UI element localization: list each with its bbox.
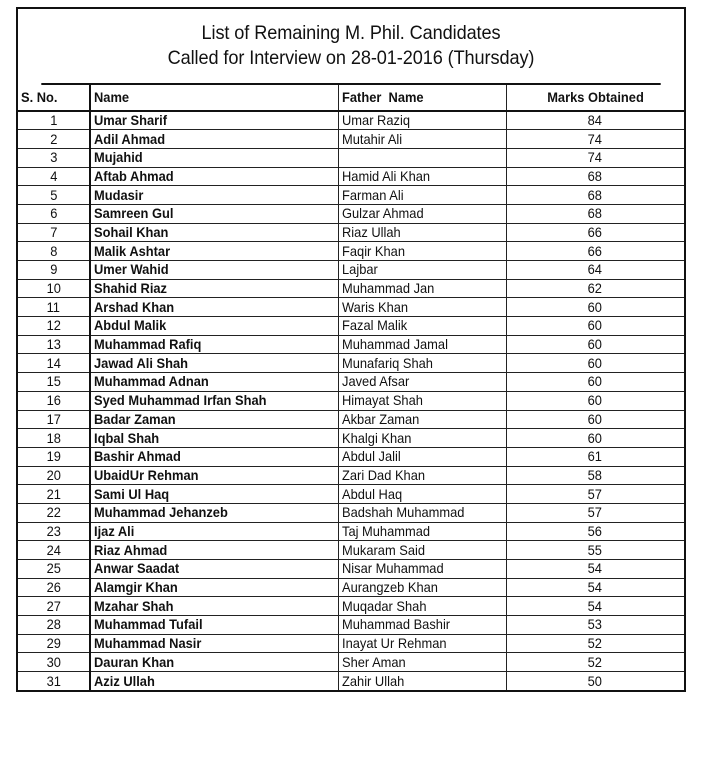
cell-father-name [338, 541, 506, 560]
header-marks-label: Marks Obtained [546, 89, 644, 105]
cell-name-text: Riaz Ahmad [94, 541, 168, 558]
cell-name [90, 485, 338, 504]
table-row [18, 242, 684, 261]
cell-marks-text: 60 [588, 392, 603, 409]
cell-marks-text: 66 [588, 242, 603, 259]
cell-marks [506, 429, 684, 448]
cell-father-name-text: Mutahir Ali [341, 130, 402, 147]
cell-father-name [338, 373, 506, 392]
cell-name [90, 597, 338, 616]
cell-sno [18, 634, 90, 653]
cell-sno-text: 18 [46, 429, 61, 446]
cell-father-name [338, 223, 506, 242]
cell-sno-text: 31 [46, 672, 61, 689]
cell-sno [18, 597, 90, 616]
cell-name-text: Ijaz Ali [94, 522, 135, 539]
cell-marks [506, 522, 684, 541]
cell-father-name [338, 410, 506, 429]
cell-sno [18, 354, 90, 373]
cell-marks-text: 68 [588, 186, 603, 203]
cell-name-text: Samreen Gul [94, 205, 174, 222]
cell-father-name-text: Mukaram Said [341, 541, 425, 558]
cell-sno [18, 204, 90, 223]
header-name-label: Name [94, 89, 130, 105]
cell-marks [506, 447, 684, 466]
table-row [18, 223, 684, 242]
cell-sno [18, 279, 90, 298]
cell-sno [18, 130, 90, 149]
cell-name-text: Adil Ahmad [94, 130, 166, 147]
cell-father-name-text: Akbar Zaman [341, 410, 419, 427]
table-row [18, 391, 684, 410]
cell-sno-text: 10 [46, 280, 61, 297]
table-row [18, 653, 684, 672]
cell-marks-text: 58 [588, 466, 603, 483]
cell-marks [506, 111, 684, 130]
cell-marks-text: 60 [588, 298, 603, 315]
table-row [18, 335, 684, 354]
cell-name-text: Arshad Khan [94, 298, 175, 315]
cell-sno-text: 4 [49, 167, 58, 184]
cell-father-name-text: Farman Ali [341, 186, 404, 203]
cell-sno [18, 560, 90, 579]
header-father-name-label: Father Name [341, 89, 424, 105]
cell-marks [506, 186, 684, 205]
cell-sno-text: 21 [46, 485, 61, 502]
cell-marks-text: 56 [588, 522, 603, 539]
table-row [18, 298, 684, 317]
cell-father-name [338, 653, 506, 672]
cell-marks-text: 54 [588, 597, 603, 614]
table-row [18, 354, 684, 373]
table-row [18, 279, 684, 298]
table-row [18, 204, 684, 223]
cell-sno-text: 12 [46, 317, 61, 334]
cell-name [90, 410, 338, 429]
cell-name-text: Mzahar Shah [94, 597, 174, 614]
cell-name [90, 373, 338, 392]
cell-sno [18, 616, 90, 635]
cell-name [90, 223, 338, 242]
cell-father-name-text: Javed Afsar [341, 373, 409, 390]
cell-father-name-text: Nisar Muhammad [341, 560, 444, 577]
cell-marks-text: 66 [588, 223, 603, 240]
cell-marks-text: 52 [588, 635, 603, 652]
cell-marks [506, 204, 684, 223]
cell-father-name [338, 186, 506, 205]
cell-father-name [338, 298, 506, 317]
table-row [18, 485, 684, 504]
cell-name-text: Alamgir Khan [94, 579, 178, 596]
cell-marks [506, 541, 684, 560]
cell-father-name [338, 560, 506, 579]
cell-sno-text: 17 [46, 410, 61, 427]
cell-father-name-text: Fazal Malik [341, 317, 407, 334]
cell-marks [506, 391, 684, 410]
table-row [18, 186, 684, 205]
cell-marks-text: 60 [588, 429, 603, 446]
cell-father-name [338, 672, 506, 691]
cell-sno [18, 111, 90, 130]
cell-father-name [338, 634, 506, 653]
cell-sno [18, 503, 90, 522]
cell-father-name-text: Zahir Ullah [341, 672, 404, 689]
cell-name-text: Shahid Riaz [94, 280, 168, 297]
cell-marks [506, 503, 684, 522]
cell-father-name-text: Sher Aman [341, 653, 406, 670]
cell-marks [506, 279, 684, 298]
cell-name [90, 466, 338, 485]
cell-sno [18, 653, 90, 672]
cell-father-name [338, 242, 506, 261]
cell-father-name-text: Himayat Shah [341, 392, 423, 409]
cell-sno-text: 20 [46, 466, 61, 483]
cell-father-name-text: Muhammad Bashir [341, 616, 450, 633]
cell-name-text: Mujahid [94, 149, 143, 166]
table-row [18, 466, 684, 485]
header-sno [18, 85, 90, 111]
table-row [18, 447, 684, 466]
cell-marks-text: 84 [588, 112, 603, 129]
cell-marks-text: 55 [588, 541, 603, 558]
cell-name-text: Syed Muhammad Irfan Shah [94, 392, 267, 409]
cell-sno-text: 29 [46, 635, 61, 652]
cell-father-name-text: Waris Khan [341, 298, 408, 315]
cell-name [90, 578, 338, 597]
cell-father-name-text: Inayat Ur Rehman [341, 635, 447, 652]
table-row [18, 148, 684, 167]
cell-name [90, 672, 338, 691]
cell-name [90, 541, 338, 560]
table-row [18, 111, 684, 130]
header-name [90, 85, 338, 111]
cell-name-text: Umer Wahid [94, 261, 169, 278]
cell-sno [18, 429, 90, 448]
cell-sno [18, 298, 90, 317]
cell-sno [18, 672, 90, 691]
cell-sno-text: 30 [46, 653, 61, 670]
cell-father-name-text: Badshah Muhammad [341, 504, 464, 521]
cell-name [90, 429, 338, 448]
cell-marks [506, 317, 684, 336]
cell-name [90, 298, 338, 317]
cell-name-text: UbaidUr Rehman [94, 466, 199, 483]
cell-marks-text: 54 [588, 560, 603, 577]
cell-sno-text: 22 [46, 504, 61, 521]
cell-father-name [338, 485, 506, 504]
cell-marks-text: 74 [588, 130, 603, 147]
cell-sno [18, 391, 90, 410]
cell-marks-text: 61 [588, 448, 603, 465]
cell-father-name-text: Riaz Ullah [341, 223, 401, 240]
cell-father-name-text: Zari Dad Khan [341, 466, 425, 483]
cell-sno [18, 335, 90, 354]
cell-sno [18, 242, 90, 261]
cell-sno [18, 447, 90, 466]
cell-name-text: Muhammad Tufail [94, 616, 203, 633]
cell-name-text: Sami Ul Haq [94, 485, 170, 502]
cell-sno [18, 485, 90, 504]
table-row [18, 616, 684, 635]
cell-marks [506, 148, 684, 167]
cell-sno [18, 261, 90, 280]
cell-name-text: Sohail Khan [94, 223, 169, 240]
cell-father-name [338, 167, 506, 186]
cell-sno-text: 14 [46, 354, 61, 371]
cell-name-text: Mudasir [94, 186, 144, 203]
title-line-2: Called for Interview on 28-01-2016 (Thursday) [167, 47, 535, 69]
cell-marks [506, 578, 684, 597]
cell-father-name-text: Aurangzeb Khan [341, 579, 438, 596]
cell-marks-text: 74 [588, 149, 603, 166]
cell-father-name [338, 466, 506, 485]
cell-marks [506, 373, 684, 392]
cell-name-text: Jawad Ali Shah [94, 354, 189, 371]
cell-marks-text: 53 [588, 616, 603, 633]
cell-sno [18, 167, 90, 186]
cell-marks [506, 223, 684, 242]
cell-name [90, 148, 338, 167]
cell-marks [506, 466, 684, 485]
table-row [18, 560, 684, 579]
cell-father-name-text: Lajbar [341, 261, 378, 278]
cell-father-name-text: Khalgi Khan [341, 429, 411, 446]
header-marks [506, 85, 684, 111]
cell-father-name [338, 204, 506, 223]
cell-name-text: Muhammad Rafiq [94, 336, 202, 353]
table-row [18, 410, 684, 429]
table-row [18, 672, 684, 691]
cell-marks [506, 634, 684, 653]
cell-marks-text: 60 [588, 354, 603, 371]
cell-name-text: Anwar Saadat [94, 560, 180, 577]
cell-sno-text: 3 [49, 149, 58, 166]
cell-name-text: Bashir Ahmad [94, 448, 181, 465]
cell-marks [506, 597, 684, 616]
cell-marks-text: 57 [588, 485, 603, 502]
cell-father-name-text: Abdul Jalil [341, 448, 401, 465]
header-father-name [338, 85, 506, 111]
cell-father-name [338, 597, 506, 616]
cell-marks-text: 57 [588, 504, 603, 521]
cell-sno-text: 7 [49, 223, 58, 240]
cell-father-name [338, 447, 506, 466]
table-row [18, 578, 684, 597]
cell-father-name [338, 335, 506, 354]
cell-father-name [338, 503, 506, 522]
cell-name [90, 261, 338, 280]
cell-sno [18, 541, 90, 560]
cell-father-name-text: Faqir Khan [341, 242, 405, 259]
cell-marks-text: 62 [588, 280, 603, 297]
cell-marks-text: 64 [588, 261, 603, 278]
cell-sno-text: 23 [46, 522, 61, 539]
cell-father-name-text: Muhammad Jan [341, 280, 434, 297]
cell-father-name [338, 148, 506, 167]
cell-name [90, 616, 338, 635]
cell-name [90, 522, 338, 541]
cell-marks-text: 60 [588, 317, 603, 334]
cell-father-name [338, 429, 506, 448]
cell-sno-text: 28 [46, 616, 61, 633]
table-row [18, 597, 684, 616]
cell-father-name [338, 317, 506, 336]
cell-name-text: Aftab Ahmad [94, 167, 174, 184]
cell-marks [506, 410, 684, 429]
cell-sno-text: 2 [49, 130, 58, 147]
cell-name [90, 354, 338, 373]
cell-marks-text: 60 [588, 336, 603, 353]
cell-father-name-text: Muhammad Jamal [341, 336, 448, 353]
cell-sno-text: 13 [46, 336, 61, 353]
cell-name [90, 167, 338, 186]
table-body [18, 111, 684, 690]
cell-father-name [338, 261, 506, 280]
table-row [18, 317, 684, 336]
cell-name [90, 186, 338, 205]
cell-father-name [338, 522, 506, 541]
cell-name-text: Badar Zaman [94, 410, 176, 427]
cell-marks [506, 335, 684, 354]
cell-sno-text: 11 [46, 298, 61, 315]
cell-name-text: Muhammad Nasir [94, 635, 202, 652]
table-row [18, 261, 684, 280]
cell-sno-text: 16 [46, 392, 61, 409]
cell-name-text: Iqbal Shah [94, 429, 160, 446]
cell-sno [18, 317, 90, 336]
cell-father-name [338, 616, 506, 635]
cell-sno [18, 410, 90, 429]
cell-name [90, 447, 338, 466]
cell-name [90, 130, 338, 149]
cell-marks [506, 261, 684, 280]
cell-sno-text: 27 [46, 597, 61, 614]
cell-sno [18, 186, 90, 205]
cell-name-text: Muhammad Jehanzeb [94, 504, 228, 521]
cell-marks [506, 242, 684, 261]
cell-name-text: Dauran Khan [94, 653, 175, 670]
cell-marks [506, 354, 684, 373]
cell-marks-text: 60 [588, 410, 603, 427]
header-sno-label: S. No. [21, 89, 58, 105]
cell-father-name [338, 279, 506, 298]
cell-sno-text: 25 [46, 560, 61, 577]
table-header-row [18, 85, 684, 111]
cell-name [90, 503, 338, 522]
cell-sno [18, 578, 90, 597]
cell-name-text: Abdul Malik [94, 317, 167, 334]
table-row [18, 634, 684, 653]
cell-marks [506, 672, 684, 691]
cell-marks-text: 60 [588, 373, 603, 390]
table-row [18, 373, 684, 392]
cell-name-text: Aziz Ullah [94, 672, 155, 689]
cell-name [90, 279, 338, 298]
cell-name-text: Muhammad Adnan [94, 373, 209, 390]
cell-sno-text: 15 [46, 373, 61, 390]
cell-father-name-text: Taj Muhammad [341, 522, 430, 539]
cell-marks [506, 653, 684, 672]
cell-name-text: Umar Sharif [94, 112, 168, 129]
cell-father-name [338, 391, 506, 410]
cell-marks [506, 130, 684, 149]
table-row [18, 541, 684, 560]
table-row [18, 503, 684, 522]
cell-marks-text: 68 [588, 167, 603, 184]
cell-sno-text: 19 [46, 448, 61, 465]
cell-marks-text: 52 [588, 653, 603, 670]
cell-name [90, 653, 338, 672]
cell-name-text: Malik Ashtar [94, 242, 171, 259]
cell-father-name-text: Hamid Ali Khan [341, 167, 430, 184]
cell-name [90, 317, 338, 336]
document-title [41, 9, 660, 85]
cell-sno-text: 6 [49, 205, 58, 222]
cell-sno-text: 5 [49, 186, 58, 203]
cell-sno-text: 24 [46, 541, 61, 558]
cell-father-name [338, 111, 506, 130]
cell-sno-text: 1 [49, 112, 58, 129]
cell-name [90, 335, 338, 354]
cell-marks [506, 485, 684, 504]
candidate-list-sheet [16, 7, 686, 692]
candidates-table [18, 85, 684, 690]
cell-marks [506, 298, 684, 317]
table-row [18, 130, 684, 149]
cell-sno-text: 9 [49, 261, 58, 278]
cell-sno [18, 466, 90, 485]
cell-father-name [338, 354, 506, 373]
cell-marks-text: 68 [588, 205, 603, 222]
table-row [18, 167, 684, 186]
cell-sno [18, 373, 90, 392]
cell-father-name-text: Muqadar Shah [341, 597, 426, 614]
cell-marks [506, 616, 684, 635]
cell-marks [506, 167, 684, 186]
cell-sno [18, 148, 90, 167]
cell-marks [506, 560, 684, 579]
title-line-1: List of Remaining M. Phil. Candidates [201, 22, 501, 44]
cell-father-name-text: Umar Raziq [341, 112, 410, 129]
cell-father-name-text: Gulzar Ahmad [341, 205, 424, 222]
cell-marks-text: 50 [588, 672, 603, 689]
cell-sno [18, 522, 90, 541]
cell-name [90, 634, 338, 653]
cell-sno [18, 223, 90, 242]
cell-father-name-text: Abdul Haq [341, 485, 402, 502]
cell-name [90, 242, 338, 261]
cell-father-name [338, 578, 506, 597]
cell-name [90, 111, 338, 130]
cell-name [90, 391, 338, 410]
cell-sno-text: 8 [49, 242, 58, 259]
table-row [18, 522, 684, 541]
cell-name [90, 204, 338, 223]
table-row [18, 429, 684, 448]
cell-father-name-text: Munafariq Shah [341, 354, 433, 371]
cell-name [90, 560, 338, 579]
cell-marks-text: 54 [588, 579, 603, 596]
cell-sno-text: 26 [46, 579, 61, 596]
cell-father-name [338, 130, 506, 149]
